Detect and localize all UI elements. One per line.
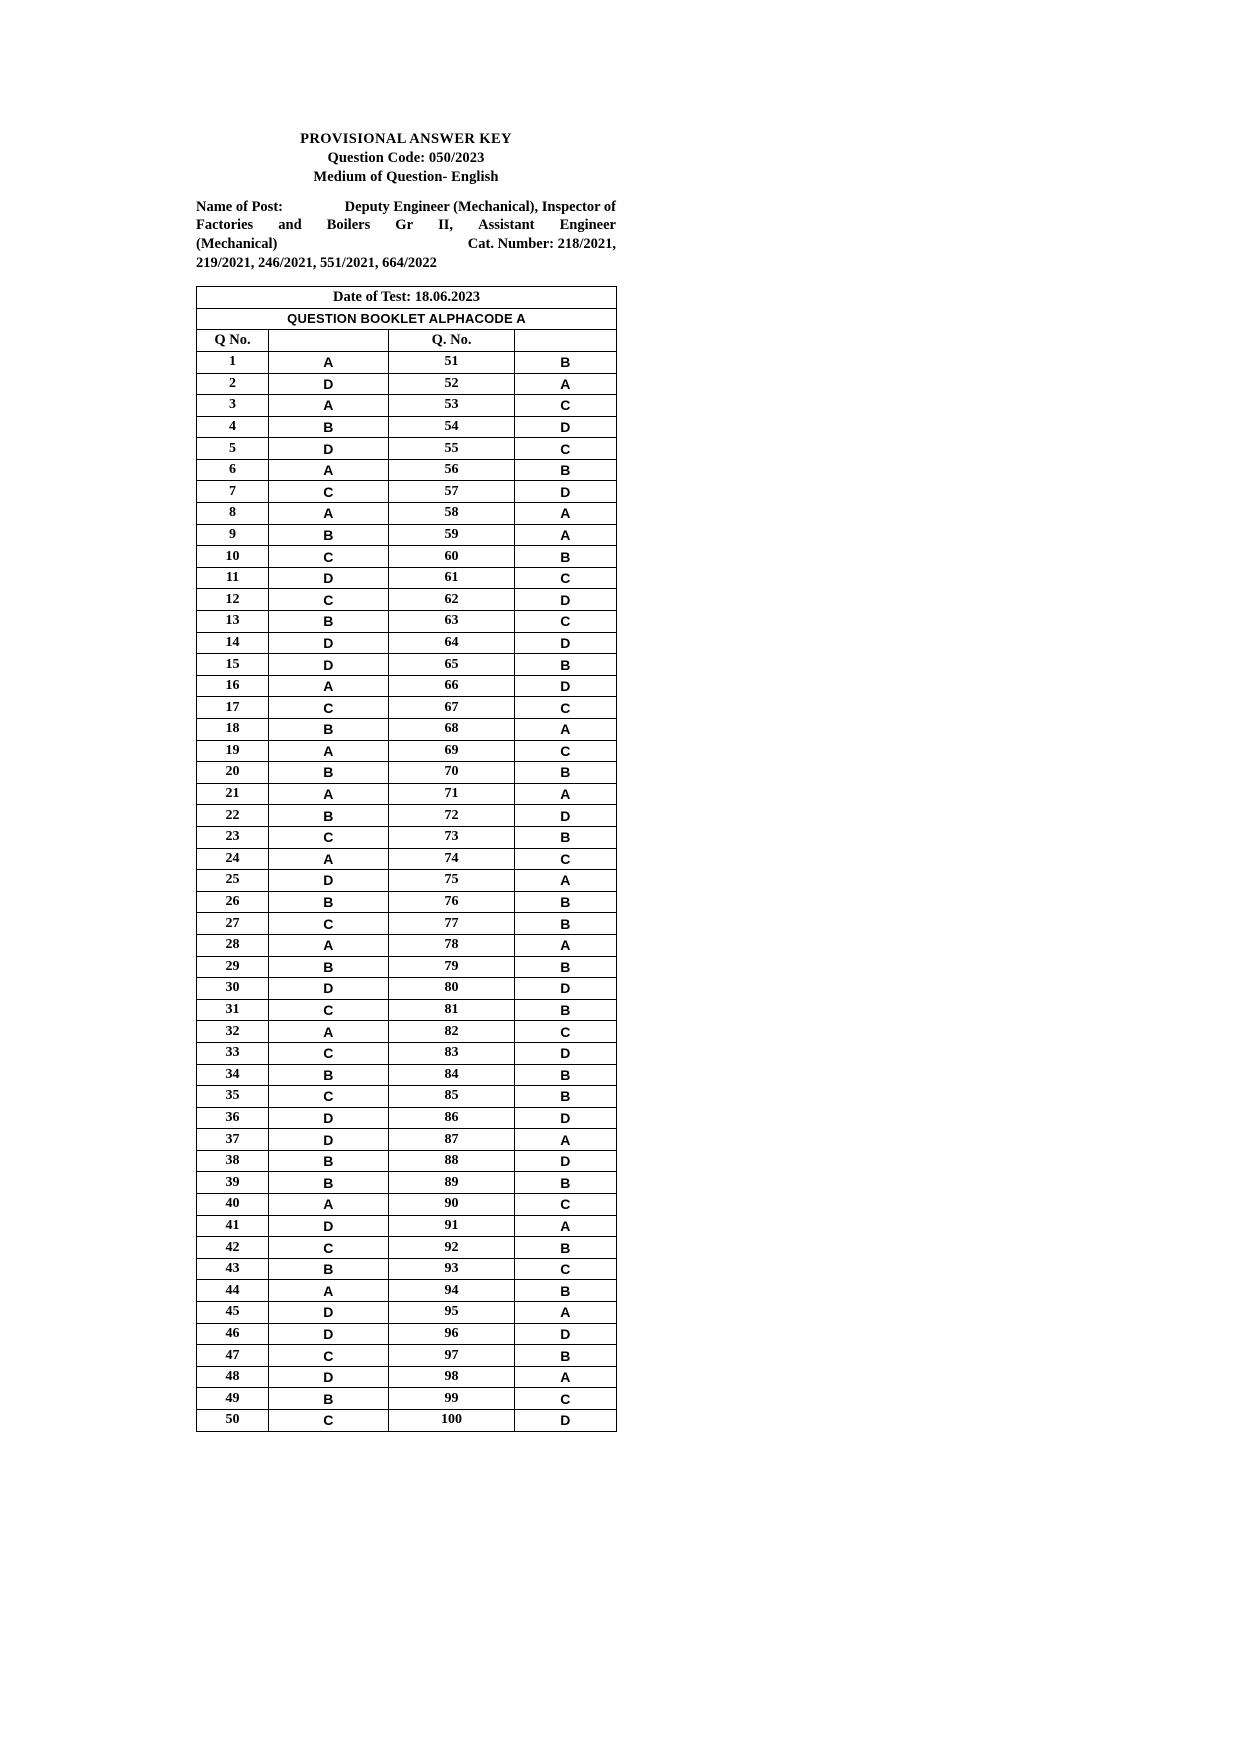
answer-left: B (269, 611, 389, 633)
table-row (197, 934, 617, 956)
post-name-part-1: Deputy Engineer (Mechanical), Inspector of (344, 198, 616, 215)
table-row (197, 1042, 617, 1064)
answer-left: C (269, 589, 389, 611)
table-row (197, 524, 617, 546)
question-number-left: 40 (197, 1194, 269, 1216)
answer-right: C (515, 395, 617, 417)
question-number-right: 82 (389, 1021, 515, 1043)
column-header-answer-right (515, 329, 617, 351)
answer-right: D (515, 632, 617, 654)
question-number-left: 4 (197, 416, 269, 438)
post-label: Name of Post: (196, 198, 283, 215)
answer-left: C (269, 1237, 389, 1259)
question-number-right: 55 (389, 438, 515, 460)
question-number-right: 87 (389, 1129, 515, 1151)
answer-key-table (196, 286, 617, 1432)
answer-right: C (515, 438, 617, 460)
answer-left: C (269, 1042, 389, 1064)
answer-right: B (515, 1172, 617, 1194)
answer-left: C (269, 481, 389, 503)
table-row (197, 1258, 617, 1280)
question-number-right: 93 (389, 1258, 515, 1280)
question-number-right: 85 (389, 1086, 515, 1108)
answer-right: A (515, 870, 617, 892)
answer-right: A (515, 503, 617, 525)
answer-right: C (515, 697, 617, 719)
cat-number-continuation: 219/2021, 246/2021, 551/2021, 664/2022 (196, 255, 437, 272)
answer-right: A (515, 373, 617, 395)
table-row (197, 1064, 617, 1086)
answer-right: B (515, 654, 617, 676)
column-header-qno-left: Q No. (197, 329, 269, 351)
answer-right: A (515, 1302, 617, 1324)
table-row (197, 913, 617, 935)
answer-left: D (269, 438, 389, 460)
question-number-right: 89 (389, 1172, 515, 1194)
question-number-right: 81 (389, 999, 515, 1021)
question-number-left: 7 (197, 481, 269, 503)
table-row (197, 740, 617, 762)
question-number-left: 20 (197, 762, 269, 784)
question-number-left: 3 (197, 395, 269, 417)
table-row (197, 1215, 617, 1237)
answer-left: A (269, 503, 389, 525)
question-number-right: 73 (389, 826, 515, 848)
post-word-grade: II, (438, 217, 454, 234)
post-word-assistant: Assistant (478, 217, 535, 234)
post-line-1 (196, 198, 616, 217)
question-number-right: 100 (389, 1410, 515, 1432)
date-of-test-row (197, 286, 617, 308)
date-of-test-cell: Date of Test: 18.06.2023 (197, 286, 617, 308)
post-line-3 (196, 235, 616, 254)
answer-right: D (515, 1150, 617, 1172)
answer-left: B (269, 891, 389, 913)
medium-of-question-line: Medium of Question- English (313, 168, 499, 185)
question-number-right: 61 (389, 567, 515, 589)
answer-left: D (269, 1366, 389, 1388)
question-code-line: Question Code: 050/2023 (327, 149, 485, 166)
page-title: PROVISIONAL ANSWER KEY (300, 131, 512, 147)
question-number-left: 45 (197, 1302, 269, 1324)
answer-right: B (515, 913, 617, 935)
cat-number-label: Cat. Number: 218/2021, (467, 236, 616, 253)
answer-left: C (269, 1086, 389, 1108)
answer-key-table-body (197, 286, 617, 351)
answer-left: A (269, 740, 389, 762)
question-number-left: 27 (197, 913, 269, 935)
answer-left: A (269, 783, 389, 805)
table-row (197, 826, 617, 848)
question-number-right: 71 (389, 783, 515, 805)
answer-right: B (515, 956, 617, 978)
answer-left: B (269, 1388, 389, 1410)
question-number-left: 9 (197, 524, 269, 546)
question-number-left: 28 (197, 934, 269, 956)
table-row (197, 805, 617, 827)
question-number-left: 10 (197, 546, 269, 568)
answer-right: B (515, 459, 617, 481)
question-number-right: 63 (389, 611, 515, 633)
answer-left: A (269, 675, 389, 697)
answer-left: D (269, 1107, 389, 1129)
answer-right: D (515, 978, 617, 1000)
answer-left: B (269, 416, 389, 438)
answer-right: D (515, 481, 617, 503)
answer-left: A (269, 1280, 389, 1302)
table-row (197, 1150, 617, 1172)
answer-left: A (269, 351, 389, 373)
answer-right: D (515, 805, 617, 827)
column-header-qno-right: Q. No. (389, 329, 515, 351)
table-row (197, 891, 617, 913)
table-row (197, 1086, 617, 1108)
answer-left: C (269, 826, 389, 848)
answer-left: D (269, 870, 389, 892)
table-row (197, 1302, 617, 1324)
alphacode-row (197, 308, 617, 329)
question-number-left: 5 (197, 438, 269, 460)
question-number-left: 19 (197, 740, 269, 762)
answer-left: A (269, 1021, 389, 1043)
table-row (197, 416, 617, 438)
question-number-left: 2 (197, 373, 269, 395)
question-number-left: 46 (197, 1323, 269, 1345)
question-number-right: 97 (389, 1345, 515, 1367)
answer-right: B (515, 1064, 617, 1086)
question-number-left: 35 (197, 1086, 269, 1108)
question-number-left: 16 (197, 675, 269, 697)
question-number-left: 13 (197, 611, 269, 633)
question-number-left: 6 (197, 459, 269, 481)
table-row (197, 762, 617, 784)
answer-right: D (515, 1107, 617, 1129)
answer-left: C (269, 999, 389, 1021)
question-number-left: 17 (197, 697, 269, 719)
question-number-left: 36 (197, 1107, 269, 1129)
answer-left: D (269, 1129, 389, 1151)
answer-right: B (515, 1237, 617, 1259)
question-number-left: 33 (197, 1042, 269, 1064)
question-number-right: 95 (389, 1302, 515, 1324)
question-number-right: 58 (389, 503, 515, 525)
post-mechanical-label: (Mechanical) (196, 236, 278, 253)
question-number-left: 14 (197, 632, 269, 654)
column-header-answer-left (269, 329, 389, 351)
answer-left: C (269, 1410, 389, 1432)
post-word-and: and (278, 217, 302, 234)
table-row (197, 697, 617, 719)
post-word-gr: Gr (395, 217, 414, 234)
question-number-right: 96 (389, 1323, 515, 1345)
question-number-right: 54 (389, 416, 515, 438)
question-number-left: 21 (197, 783, 269, 805)
answer-left: C (269, 1345, 389, 1367)
answer-right: C (515, 848, 617, 870)
answer-right: C (515, 1388, 617, 1410)
question-number-right: 65 (389, 654, 515, 676)
table-row (197, 589, 617, 611)
alphacode-cell: QUESTION BOOKLET ALPHACODE A (197, 308, 617, 329)
question-number-right: 99 (389, 1388, 515, 1410)
question-number-right: 76 (389, 891, 515, 913)
answer-left: B (269, 1064, 389, 1086)
answer-left: B (269, 719, 389, 741)
question-number-right: 66 (389, 675, 515, 697)
question-number-right: 57 (389, 481, 515, 503)
answer-left: D (269, 373, 389, 395)
post-word-engineer: Engineer (559, 217, 616, 234)
question-number-left: 25 (197, 870, 269, 892)
answer-right: D (515, 1042, 617, 1064)
question-number-right: 51 (389, 351, 515, 373)
table-row (197, 1345, 617, 1367)
table-row (197, 373, 617, 395)
table-row (197, 1194, 617, 1216)
answer-right: C (515, 567, 617, 589)
table-row (197, 848, 617, 870)
answer-left: A (269, 459, 389, 481)
table-row (197, 978, 617, 1000)
table-row (197, 632, 617, 654)
question-number-left: 43 (197, 1258, 269, 1280)
question-number-left: 8 (197, 503, 269, 525)
table-row (197, 351, 617, 373)
table-row (197, 459, 617, 481)
question-number-right: 56 (389, 459, 515, 481)
answer-right: C (515, 740, 617, 762)
table-row (197, 1237, 617, 1259)
question-number-left: 47 (197, 1345, 269, 1367)
answer-right: D (515, 1323, 617, 1345)
answer-right: D (515, 1410, 617, 1432)
answer-left: D (269, 1323, 389, 1345)
question-number-left: 23 (197, 826, 269, 848)
question-number-right: 78 (389, 934, 515, 956)
answer-left: D (269, 632, 389, 654)
question-number-right: 79 (389, 956, 515, 978)
post-word-boilers: Boilers (326, 217, 371, 234)
question-number-left: 44 (197, 1280, 269, 1302)
answer-right: B (515, 1086, 617, 1108)
answer-right: B (515, 999, 617, 1021)
post-line-2 (196, 216, 616, 235)
answer-right: C (515, 1021, 617, 1043)
question-number-left: 24 (197, 848, 269, 870)
answer-left: D (269, 1215, 389, 1237)
answer-left: A (269, 1194, 389, 1216)
answer-right: A (515, 1215, 617, 1237)
question-number-left: 41 (197, 1215, 269, 1237)
table-row (197, 1366, 617, 1388)
answer-left: B (269, 762, 389, 784)
table-row (197, 567, 617, 589)
question-number-left: 29 (197, 956, 269, 978)
answer-left: B (269, 524, 389, 546)
question-number-left: 37 (197, 1129, 269, 1151)
question-number-right: 72 (389, 805, 515, 827)
table-row (197, 719, 617, 741)
answer-left: A (269, 395, 389, 417)
answer-right: A (515, 783, 617, 805)
answer-right: B (515, 351, 617, 373)
question-number-left: 50 (197, 1410, 269, 1432)
table-row (197, 999, 617, 1021)
question-number-right: 98 (389, 1366, 515, 1388)
answer-left: D (269, 978, 389, 1000)
question-number-left: 12 (197, 589, 269, 611)
question-number-left: 32 (197, 1021, 269, 1043)
answer-right: C (515, 611, 617, 633)
table-row (197, 481, 617, 503)
question-number-left: 22 (197, 805, 269, 827)
table-row (197, 1388, 617, 1410)
table-row (197, 870, 617, 892)
question-number-right: 80 (389, 978, 515, 1000)
answer-rows-body (197, 351, 617, 1431)
question-number-left: 26 (197, 891, 269, 913)
document-content (196, 130, 616, 1432)
answer-right: B (515, 1345, 617, 1367)
answer-right: C (515, 1194, 617, 1216)
answer-right: A (515, 1129, 617, 1151)
question-number-left: 42 (197, 1237, 269, 1259)
answer-left: A (269, 934, 389, 956)
table-row (197, 1021, 617, 1043)
answer-left: A (269, 848, 389, 870)
answer-right: B (515, 1280, 617, 1302)
document-title-block (196, 130, 616, 187)
answer-left: D (269, 567, 389, 589)
question-number-right: 70 (389, 762, 515, 784)
answer-right: B (515, 826, 617, 848)
answer-right: D (515, 416, 617, 438)
table-row (197, 1172, 617, 1194)
answer-right: D (515, 675, 617, 697)
answer-right: D (515, 589, 617, 611)
answer-right: A (515, 1366, 617, 1388)
table-row (197, 1129, 617, 1151)
table-row (197, 503, 617, 525)
answer-left: B (269, 805, 389, 827)
table-row (197, 546, 617, 568)
question-number-right: 52 (389, 373, 515, 395)
question-number-right: 59 (389, 524, 515, 546)
table-row (197, 611, 617, 633)
question-number-right: 86 (389, 1107, 515, 1129)
question-number-right: 64 (389, 632, 515, 654)
question-number-left: 15 (197, 654, 269, 676)
table-row (197, 654, 617, 676)
answer-left: B (269, 956, 389, 978)
answer-left: B (269, 1172, 389, 1194)
table-row (197, 783, 617, 805)
table-row (197, 438, 617, 460)
question-number-right: 84 (389, 1064, 515, 1086)
question-number-left: 11 (197, 567, 269, 589)
table-row (197, 1323, 617, 1345)
question-number-right: 91 (389, 1215, 515, 1237)
question-number-right: 77 (389, 913, 515, 935)
question-number-right: 62 (389, 589, 515, 611)
answer-left: C (269, 546, 389, 568)
question-number-right: 92 (389, 1237, 515, 1259)
question-number-right: 67 (389, 697, 515, 719)
question-number-left: 48 (197, 1366, 269, 1388)
table-row (197, 395, 617, 417)
answer-right: C (515, 1258, 617, 1280)
question-number-left: 1 (197, 351, 269, 373)
question-number-left: 34 (197, 1064, 269, 1086)
question-number-right: 68 (389, 719, 515, 741)
answer-right: B (515, 891, 617, 913)
answer-right: B (515, 546, 617, 568)
question-number-right: 60 (389, 546, 515, 568)
table-row (197, 675, 617, 697)
question-number-right: 53 (389, 395, 515, 417)
question-number-right: 74 (389, 848, 515, 870)
answer-left: C (269, 913, 389, 935)
question-number-right: 94 (389, 1280, 515, 1302)
question-number-left: 18 (197, 719, 269, 741)
answer-left: C (269, 697, 389, 719)
question-number-right: 69 (389, 740, 515, 762)
answer-left: B (269, 1258, 389, 1280)
table-row (197, 1107, 617, 1129)
column-header-row (197, 329, 617, 351)
answer-left: B (269, 1150, 389, 1172)
question-number-right: 90 (389, 1194, 515, 1216)
question-number-right: 75 (389, 870, 515, 892)
post-word-factories: Factories (196, 217, 254, 234)
question-number-left: 31 (197, 999, 269, 1021)
question-number-left: 39 (197, 1172, 269, 1194)
answer-right: A (515, 719, 617, 741)
table-row (197, 956, 617, 978)
answer-right: A (515, 524, 617, 546)
question-number-left: 49 (197, 1388, 269, 1410)
answer-left: D (269, 654, 389, 676)
answer-right: A (515, 934, 617, 956)
question-number-right: 88 (389, 1150, 515, 1172)
answer-left: D (269, 1302, 389, 1324)
question-number-right: 83 (389, 1042, 515, 1064)
answer-right: B (515, 762, 617, 784)
table-row (197, 1410, 617, 1432)
post-details-block (196, 198, 616, 273)
table-row (197, 1280, 617, 1302)
question-number-left: 38 (197, 1150, 269, 1172)
question-number-left: 30 (197, 978, 269, 1000)
